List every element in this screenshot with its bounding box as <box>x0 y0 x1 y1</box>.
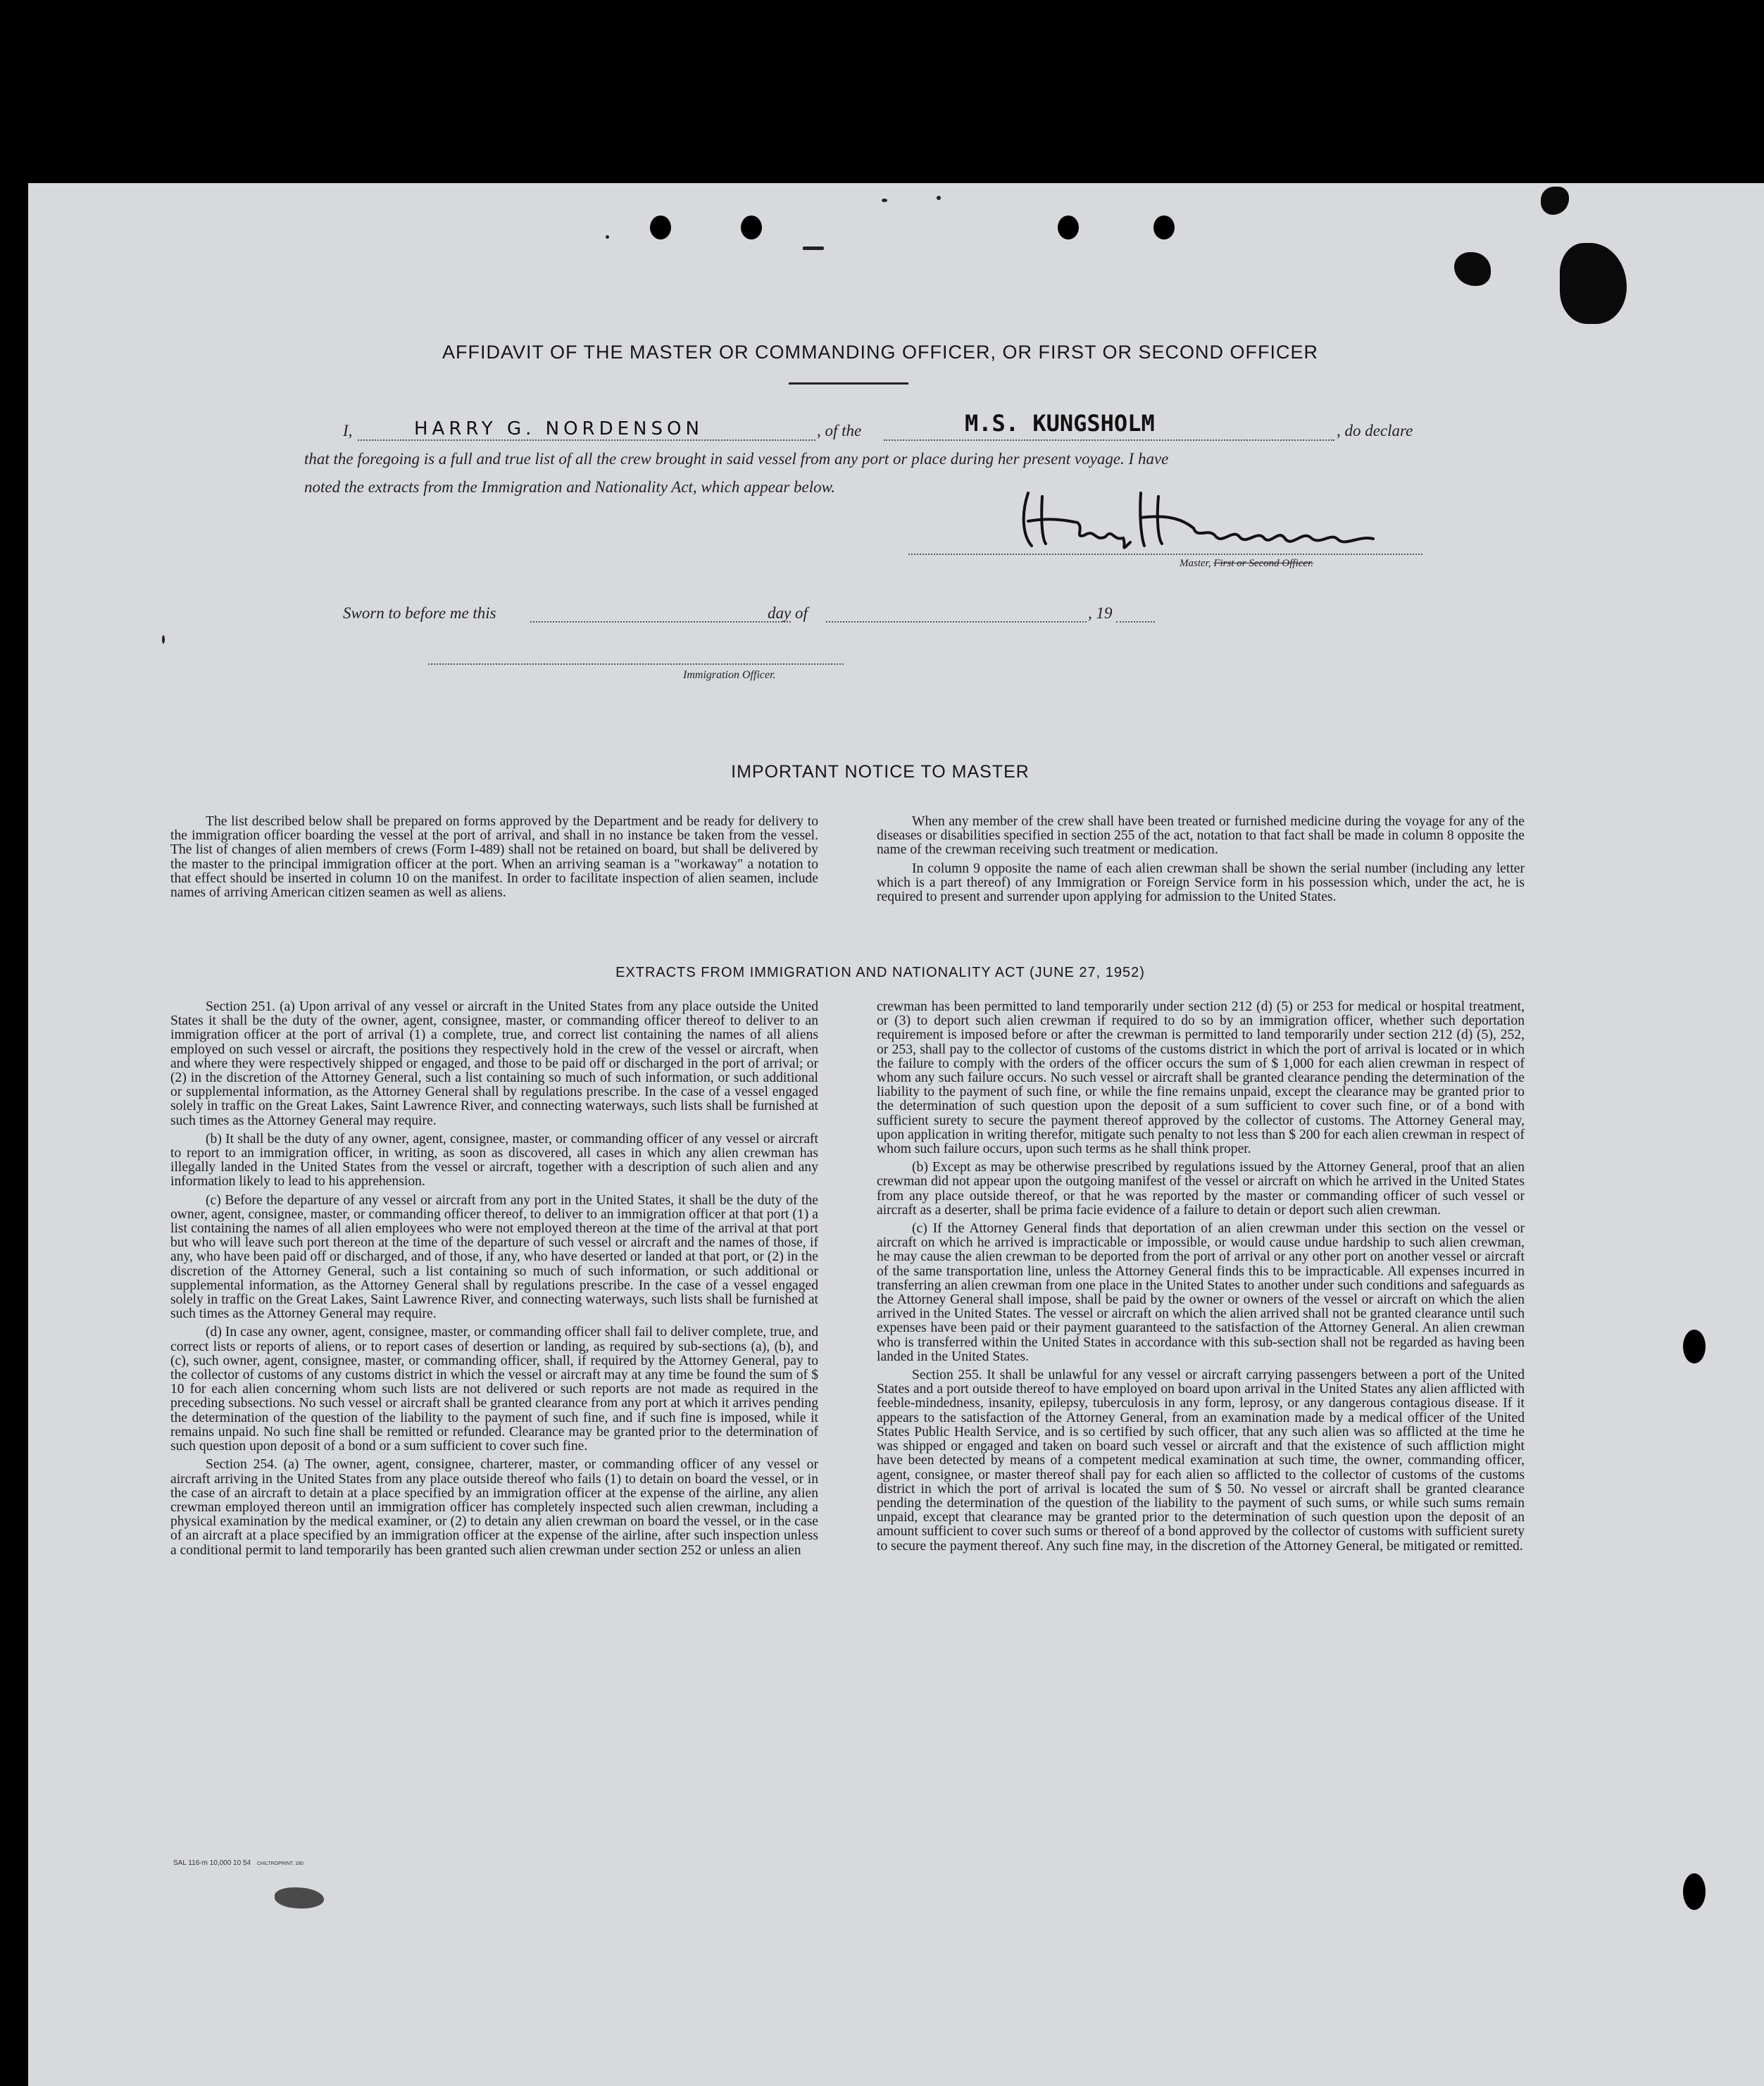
vessel-line <box>884 439 1334 441</box>
section-255: Section 255. It shall be unlawful for any vessel or aircraft carrying passengers between a port of the United States and a port outside thereof to have employed on board upon arrival in the United States any alien afflicted with feeble-mindedness, insanity, epilepsy, tuberculosis in any form, leprosy, or any dangerous contagious disease. If it appears to the satisfaction of the Attorney General, from an examination made by a medical officer of the United States Public Health Service, and is so certified by such officer, that any such alien was so afflicted at the time he was shipped or engaged and taken on board such vessel or aircraft and that the existence of such affliction might have been detected by means of a competent medical examination at such time, the owner, commanding officer, agent, consignee, or master thereof shall pay for each alien so afflicted to the collector of customs of the customs district in which the port of arrival is located the sum of $ 50. No vessel or aircraft shall be granted clearance pending the determination of the question of the liability to the payment of such sums, or while such sums remain unpaid, except that clearance may be granted prior to the determination of such question upon the deposit of an amount sufficient to cover such sums or thereof of a bond approved by the collector of customs with sufficient surety to secure the payment thereof. Any such fine may, in the discretion of the Attorney General, be mitigated or remitted. <box>877 1368 1525 1554</box>
notice-title: IMPORTANT NOTICE TO MASTER <box>731 762 1030 782</box>
speck <box>882 199 887 202</box>
form-number <box>173 1859 304 1867</box>
day-of-label: day of <box>768 604 808 622</box>
section-254-b: (b) Except as may be otherwise prescribed by regulations issued by the Attorney General, proof that an alien crewman did not appear upon the outgoing manifest of the vessel or aircraft on which he arrived in the United States from any place outside thereof, or that he was reported by the master or commanding officer of such vessel or aircraft as a deserter, shall be prima facie evidence of a failure to detain or deport such alien crewman. <box>877 1160 1525 1218</box>
signature-label <box>1180 558 1313 570</box>
notice-right-p2: In column 9 opposite the name of each alien crewman shall be shown the serial number (including any letter which is a part thereof) of any Immigration or Foreign Service form in his possession which, under the act, he is required to present and surrender upon applying for admission to the United States. <box>877 861 1525 905</box>
ink-blot <box>1560 243 1627 324</box>
speck <box>803 246 824 250</box>
officer-label: Immigration Officer. <box>683 669 776 681</box>
ink-blot <box>1541 187 1569 215</box>
master-signature <box>1007 479 1401 556</box>
speck <box>275 1887 324 1909</box>
punch-hole <box>1683 1330 1706 1363</box>
officer-line <box>428 663 844 665</box>
section-254-a-cont: crewman has been permitted to land temporarily under section 212 (d) (5) or 253 for medical or hospital treatment, or (3) to deport such alien crewman if required to do so by an immigration officer, whether such deportation requirement is imposed before or after the crewman is permitted to land temporarily under section 212 (d) (5), 252, or 253, shall pay to the collector of customs of the customs district in which the port of arrival is located or in which the failure to comply with the orders of the officer occurs the sum of $ 1,000 for each alien crewman in respect of whom any such failure occurs. No such vessel or aircraft shall be granted clearance pending the determination of the liability to the payment of such fine, or while the fine remains unpaid, except the clearance may be granted prior to the determination of such question upon the deposit of a sum sufficient to cover such fine, or of a bond with sufficient surety to secure the payment thereof approved by the collector of customs. The Attorney General may, upon application in writing therefor, mitigate such penalty to not less than $ 200 for each alien crewman in respect of whom such failure occurs, upon such terms as he shall think proper. <box>877 999 1525 1157</box>
declare-label: , do declare <box>1337 422 1413 439</box>
notice-left-text: The list described below shall be prepared on forms approved by the Department and be ready for delivery to the immigration officer boarding the vessel at the port of arrival, and shall in no instance be taken from the vessel. The list of changes of alien members of crews (Form I-489) shall not be retained on board, but shall be delivered by the master to the principal immigration officer at the port. When an arriving seaman is a "workaway" a notation to that effect should be inserted in column 10 on the manifest. In order to facilitate inspection of alien seamen, include names of arriving American citizen seamen as well as aliens. <box>170 814 818 901</box>
section-254-c: (c) If the Attorney General finds that deportation of an alien crewman under this section on the vessel or aircraft on which he arrived is impracticable or impossible, or would cause undue hardship to such alien crewman, he may cause the alien crewman to be deported from the port of arrival or any other port on another vessel or aircraft of the same transportation line, unless the Attorney General finds this to be impracticable. All expenses incurred in transferring an alien crewman from one place in the United States to another under such conditions and safeguards as the Attorney General shall impose, shall be paid by the owner or owners of the vessel or aircraft on which the alien arrived in the United States. The vessel or aircraft on which the alien arrived shall not be granted clearance until such expenses have been paid or their payment guaranteed to the satisfaction of the Attorney General. An alien crewman who is transferred within the United States in accordance with this sub-section shall not be regarded as having been landed in the United States. <box>877 1221 1525 1364</box>
punch-hole <box>650 216 671 239</box>
struck-officer-label: First or Second Officer. <box>1213 558 1313 569</box>
year-line <box>1116 621 1155 623</box>
name-line <box>358 439 815 441</box>
extracts-left <box>170 1000 818 1562</box>
extracts-title: EXTRACTS FROM IMMIGRATION AND NATIONALITY ACT (JUNE 27, 1952) <box>615 965 1145 980</box>
section-251-c: (c) Before the departure of any vessel or aircraft from any port in the United States, it shall be the duty of the owner, agent, consignee, master, or commanding officer thereof, to deliver to an immigration officer at that port (1) a list containing the names of all alien employees who were not employed thereon at the time of the arrival at that port but who will leave such port thereon at the time of the departure of such vessel or aircraft and the names of those, if any, who have been paid off or discharged, and of those, if any, who have deserted or landed at that port, or (2) in the discretion of the Attorney General, such a list containing so much of such information, or such additional or supplemental information, as the Attorney General shall by regulations prescribe. In the case of a vessel engaged solely in traffic on the Great Lakes, Saint Lawrence River, and connecting waterways, such lists shall be furnished at such times as the Attorney General may require. <box>170 1192 818 1322</box>
punch-hole <box>1153 216 1175 239</box>
title-rule <box>789 382 908 385</box>
signature-line <box>908 554 1422 555</box>
punch-hole <box>1683 1873 1706 1910</box>
affidavit-intro: I, <box>343 422 353 439</box>
extracts-right <box>877 1000 1525 1558</box>
vessel-name: M.S. KUNGSHOLM <box>965 410 1155 437</box>
section-251-a: Section 251. (a) Upon arrival of any vessel or aircraft in the United States from any place outside the United States it shall be the duty of the owner, agent, consignee, master, or commanding officer thereof to deliver to an immigration officer at the port of arrival (1) a complete, true, and correct list containing the names of all aliens employed on such vessel or aircraft, the positions they respectively hold in the crew of the vessel or aircraft, when and where they were respectively shipped or engaged, and those to be paid off or discharged in the port of arrival; or (2) in the discretion of the Attorney General, such a list containing so much of such information, or such additional or supplemental information, as the Attorney General shall by regulations prescribe. In the case of a vessel engaged solely in traffic on the Great Lakes, Saint Lawrence River, and connecting waterways, such lists shall be furnished at such times as the Attorney General may require. <box>170 999 818 1128</box>
of-the-label: , of the <box>817 422 862 439</box>
master-name: HARRY G. NORDENSON <box>414 418 703 439</box>
speck <box>937 196 941 200</box>
section-251-b: (b) It shall be the duty of any owner, agent, consignee, master, or commanding officer of any vessel or aircraft to report to an immigration officer, in writing, as soon as discovered, all cases in which any alien crewman has illegally landed in the United States from the vessel or aircraft, together with a description of such alien and any information likely to lead to his apprehension. <box>170 1131 818 1189</box>
day-line <box>826 621 1087 623</box>
printer-text: CHILTROPRINT. 180 <box>256 1861 304 1866</box>
punch-hole <box>1058 216 1079 239</box>
affidavit-title: AFFIDAVIT OF THE MASTER OR COMMANDING OFFICER, OR FIRST OR SECOND OFFICER <box>442 342 1319 363</box>
ink-blot <box>1454 252 1491 286</box>
speck <box>606 235 609 239</box>
notice-right <box>877 815 1525 908</box>
punch-hole <box>741 216 762 239</box>
sworn-label: Sworn to before me this <box>343 604 496 622</box>
year-label: , 19 <box>1088 604 1113 622</box>
section-251-d: (d) In case any owner, agent, consignee, master, or commanding officer shall fail to deliver complete, true, and correct lists or reports of aliens, or to report cases of desertion or landing, as required by sub-sections (a), (b), and (c), such owner, agent, consignee, master, or commanding officer, shall, if required by the Attorney General, pay to the collector of customs of any customs district in which the vessel or aircraft may at any time be found the sum of $ 10 for each alien concerning whom such lists are not delivered or such reports are not made as required in the preceding subsections. No such vessel or aircraft shall be granted clearance from any port at which it arrives pending the determination of the question of the liability to the payment of such fine, and if such fine is imposed, while it remains unpaid. No such fine shall be remitted or refunded. Clearance may be granted prior to the determination of such question upon deposit of a bond or a sum sufficient to cover such fine. <box>170 1325 818 1454</box>
document-sheet <box>28 183 1764 2086</box>
section-254-a: Section 254. (a) The owner, agent, consignee, charterer, master, or commanding officer of any vessel or aircraft arriving in the United States from any place outside thereof who fails (1) to detain on board the vessel, or in the case of an aircraft to detain at a place specified by an immigration officer at the expense of the airline, any alien crewman employed thereon until an immigration officer has completely inspected such alien crewman, including a physical examination by the medical examiner, or (2) to detain any alien crewman on board the vessel, or in the case of an aircraft at a place specified by an immigration officer at the expense of the airline, after such inspection unless a conditional permit to land temporarily has been granted such alien crewman under section 252 or unless an alien <box>170 1457 818 1558</box>
affidavit-line-3: noted the extracts from the Immigration and Nationality Act, which appear below. <box>304 478 836 496</box>
master-label: Master, <box>1180 558 1211 569</box>
sworn-line <box>530 621 791 623</box>
affidavit-line-2: that the foregoing is a full and true list of all the crew brought in said vessel from any port or place during her present voyage. I have <box>304 450 1169 468</box>
notice-left <box>170 815 818 904</box>
speck <box>162 635 165 644</box>
signature-text <box>1014 514 1020 515</box>
notice-right-p1: When any member of the crew shall have been treated or furnished medicine during the voyage for any of the diseases or disabilities specified in section 255 of the act, notation to that fact shall be made in column 8 opposite the name of the crewman receiving such treatment or medication. <box>877 814 1525 858</box>
form-number-text: SAL 116-m 10,000 10 54 <box>173 1859 251 1867</box>
